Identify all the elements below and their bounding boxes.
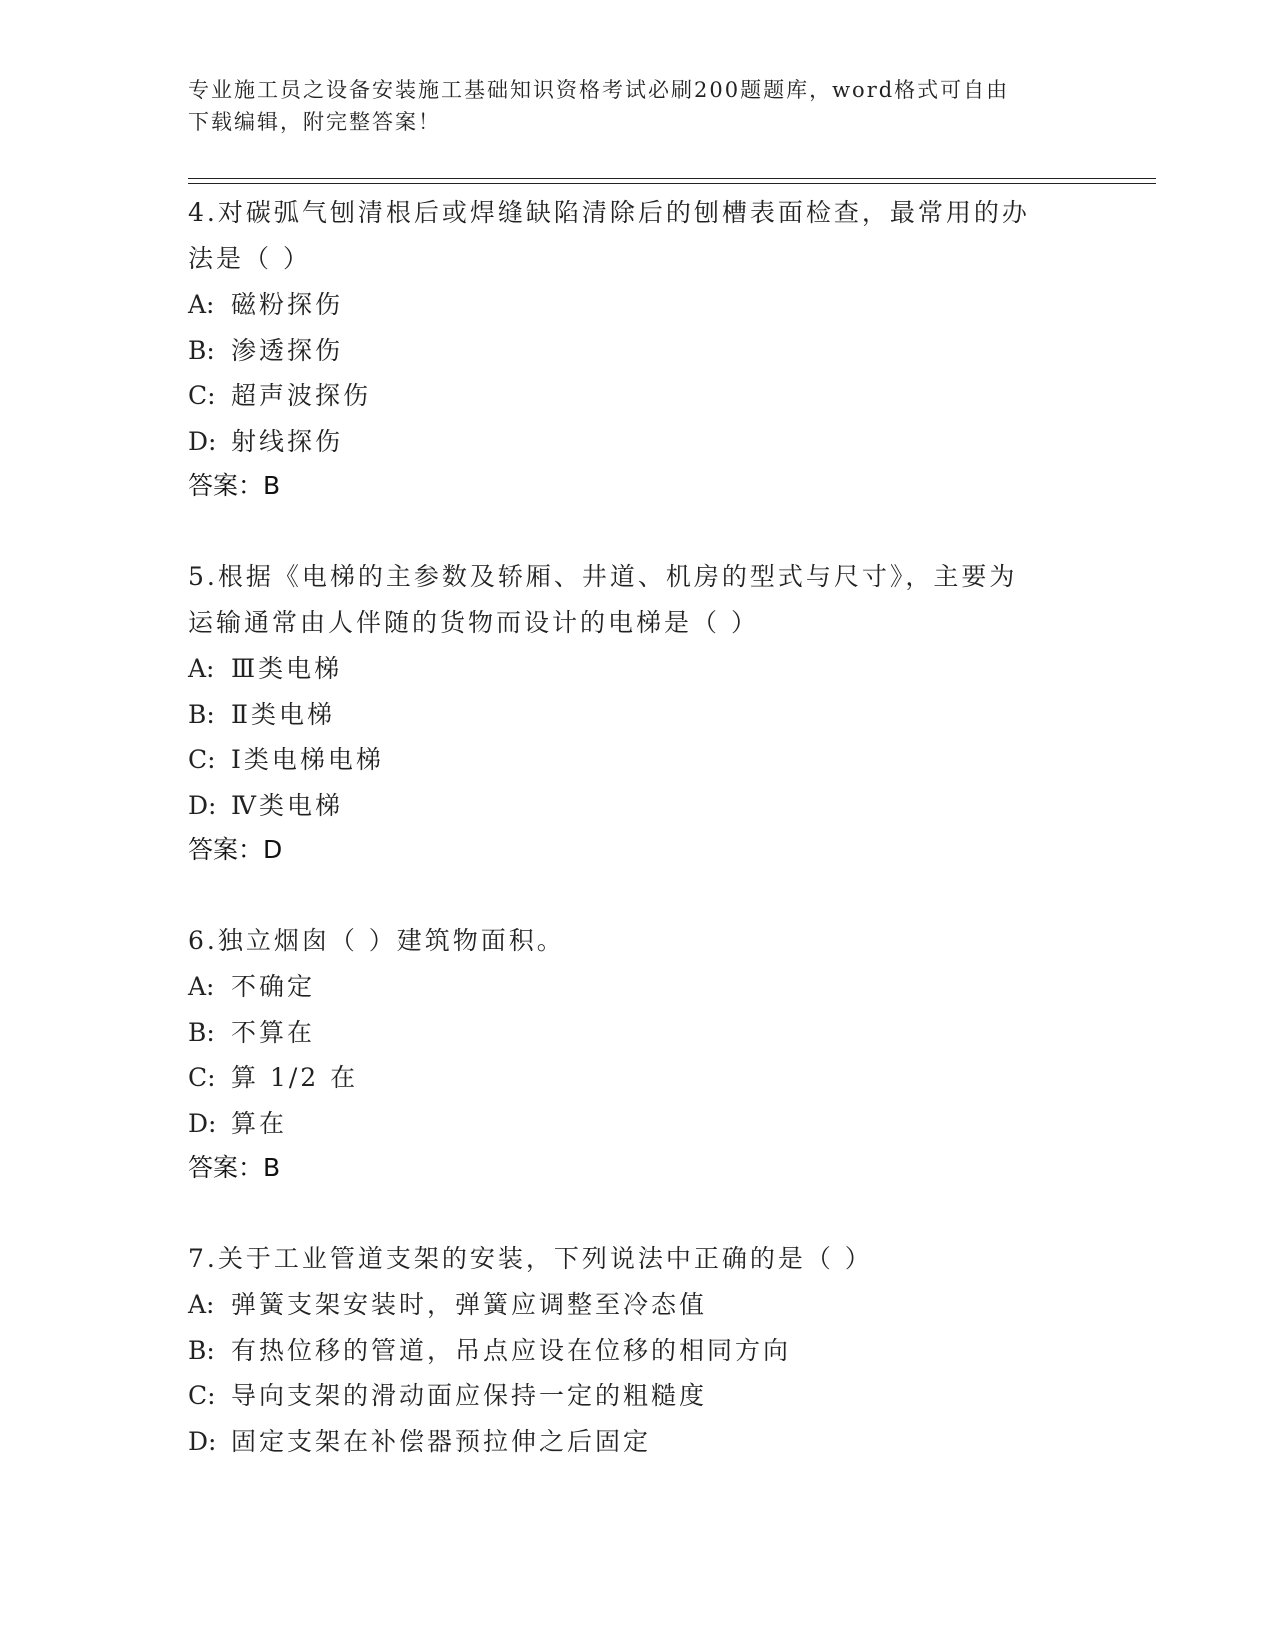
option-c xyxy=(188,1373,1088,1419)
option-a xyxy=(188,646,1088,692)
question-stem xyxy=(188,554,1088,646)
header-line-1: 专业施工员之设备安装施工基础知识资格考试必刷200题题库，word格式可自由 xyxy=(188,78,1010,102)
question-stem xyxy=(188,918,1088,964)
question-stem-line: 法是（ ） xyxy=(188,244,311,273)
option-b xyxy=(188,1010,1088,1056)
question-stem-line: 7.关于工业管道支架的安装，下列说法中正确的是（ ） xyxy=(188,1244,873,1273)
option-text: Ⅳ类电梯 xyxy=(231,790,343,820)
option-c xyxy=(188,737,1088,783)
option-a xyxy=(188,1282,1088,1328)
question-stem xyxy=(188,190,1088,282)
answer-line: 答案：B xyxy=(188,471,281,500)
option-d xyxy=(188,783,1088,829)
option-text: Ⅰ类电梯电梯 xyxy=(231,745,384,774)
option-letter: C: xyxy=(188,1381,216,1410)
option-a xyxy=(188,282,1088,328)
option-text: 磁粉探伤 xyxy=(231,290,344,319)
question-6 xyxy=(188,918,1088,1190)
question-list xyxy=(188,190,1088,1510)
option-b xyxy=(188,1328,1088,1374)
option-letter: A: xyxy=(188,972,215,1001)
question-stem-line: 5.根据《电梯的主参数及轿厢、井道、机房的型式与尺寸》，主要为 xyxy=(188,562,1018,591)
document-header xyxy=(188,74,1068,138)
question-stem-line: 4.对碳弧气刨清根后或焊缝缺陷清除后的刨槽表面检查，最常用的办 xyxy=(188,198,1030,227)
option-text: 导向支架的滑动面应保持一定的粗糙度 xyxy=(231,1381,708,1410)
option-text: 射线探伤 xyxy=(231,426,344,456)
option-b xyxy=(188,692,1088,738)
option-text: 固定支架在补偿器预拉伸之后固定 xyxy=(231,1426,652,1456)
question-4 xyxy=(188,190,1088,508)
option-b xyxy=(188,328,1088,374)
option-letter: A: xyxy=(188,1290,215,1319)
option-d xyxy=(188,1419,1088,1465)
header-line-2: 下载编辑，附完整答案！ xyxy=(188,110,441,134)
option-c xyxy=(188,1055,1088,1101)
option-letter: C: xyxy=(188,745,216,774)
option-text: 渗透探伤 xyxy=(231,335,344,365)
option-d xyxy=(188,419,1088,465)
option-letter: D: xyxy=(188,790,217,820)
option-text: 算在 xyxy=(231,1108,288,1138)
option-text: 不算在 xyxy=(231,1017,316,1047)
answer-line: 答案：B xyxy=(188,1153,281,1182)
option-letter: B: xyxy=(188,1017,215,1047)
option-letter: B: xyxy=(188,699,215,729)
option-c xyxy=(188,373,1088,419)
option-letter: C: xyxy=(188,1063,216,1092)
option-letter: A: xyxy=(188,654,215,683)
option-letter: D: xyxy=(188,1108,217,1138)
question-stem-line: 运输通常由人伴随的货物而设计的电梯是（ ） xyxy=(188,608,759,637)
option-d xyxy=(188,1101,1088,1147)
header-divider-bottom xyxy=(188,183,1156,184)
option-letter: B: xyxy=(188,335,215,365)
question-5 xyxy=(188,554,1088,872)
answer-line: 答案：D xyxy=(188,835,283,864)
option-text: Ⅱ类电梯 xyxy=(231,699,335,729)
question-stem xyxy=(188,1236,1088,1282)
option-letter: B: xyxy=(188,1335,215,1365)
option-text: 不确定 xyxy=(231,972,316,1001)
option-text: 有热位移的管道，吊点应设在位移的相同方向 xyxy=(231,1335,792,1365)
option-letter: C: xyxy=(188,381,216,410)
option-letter: A: xyxy=(188,290,215,319)
option-text: 弹簧支架安装时，弹簧应调整至冷态值 xyxy=(231,1290,708,1319)
option-a xyxy=(188,964,1088,1010)
option-text: Ⅲ类电梯 xyxy=(231,654,343,683)
question-stem-line: 6.独立烟囱（ ）建筑物面积。 xyxy=(188,926,565,955)
option-letter: D: xyxy=(188,1426,217,1456)
option-text: 超声波探伤 xyxy=(231,381,372,410)
header-divider-top xyxy=(188,178,1156,179)
option-letter: D: xyxy=(188,426,217,456)
question-7 xyxy=(188,1236,1088,1464)
option-text: 算 1/2 在 xyxy=(231,1063,359,1092)
